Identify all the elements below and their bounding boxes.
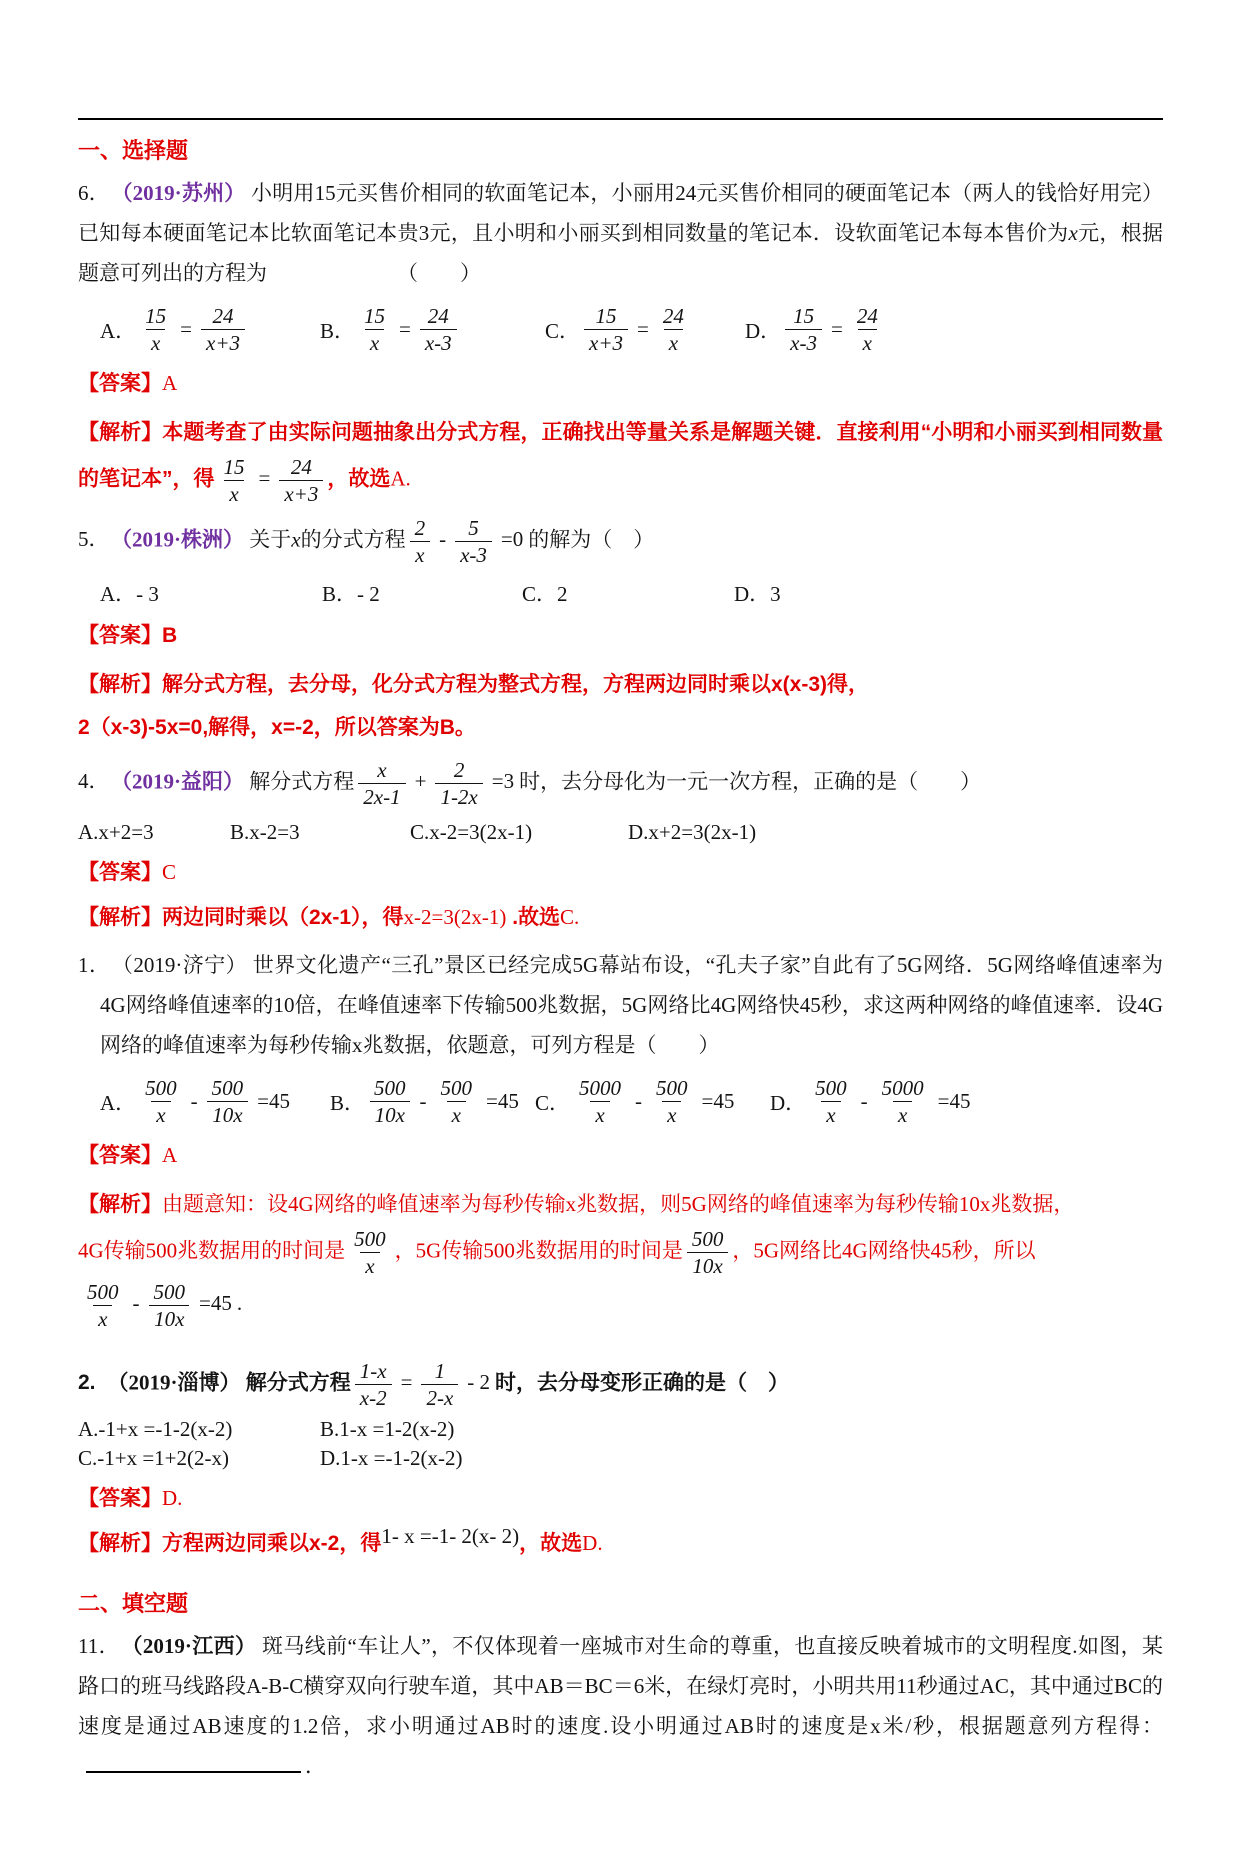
fraction xyxy=(574,1075,626,1128)
analysis-answer: D. xyxy=(582,1531,603,1555)
question-2-options-row1 xyxy=(78,1417,1163,1442)
question-number: 6． xyxy=(78,181,110,205)
question-text: ． xyxy=(305,1754,326,1778)
answer-paren: （ ） xyxy=(591,527,655,552)
analysis-text: ， xyxy=(327,467,349,491)
fraction-numerator: 500 xyxy=(153,1280,185,1304)
answer-paren: （ ） xyxy=(897,769,982,794)
equals-value: =45 xyxy=(937,1089,971,1113)
fraction-denominator: x xyxy=(93,1305,112,1332)
analysis-text: 故选 xyxy=(348,467,391,491)
analysis-text: ，故选 xyxy=(519,1532,583,1555)
fraction-numerator: 15 xyxy=(223,455,245,479)
fraction-denominator: x xyxy=(146,329,165,356)
answer-blank-line xyxy=(86,1768,301,1773)
analysis-text: ，5G网络比4G网络快45秒，所以 xyxy=(732,1238,1036,1263)
math-variable: x xyxy=(291,527,301,552)
fraction-numerator: 24 xyxy=(662,304,684,328)
question-source: （2019·江西） xyxy=(131,1634,257,1658)
question-text: 的解为 xyxy=(528,527,592,552)
minus-sign: - xyxy=(190,1089,198,1113)
fraction xyxy=(436,1075,478,1128)
fraction-numerator: 15 xyxy=(793,304,815,328)
option-label: B． xyxy=(330,1090,366,1115)
fraction-numerator: 24 xyxy=(212,304,234,328)
question-source: （2019·济宁） xyxy=(122,953,248,977)
option-b xyxy=(330,1075,535,1128)
question-number: 1． xyxy=(78,953,111,977)
answer-paren: （ ） xyxy=(635,1033,720,1057)
question-number: 5． xyxy=(78,527,110,552)
question-1 xyxy=(78,945,1163,1065)
fraction-numerator: 5000 xyxy=(579,1076,622,1100)
question-6 xyxy=(78,173,1163,293)
equals-sign: = xyxy=(637,317,649,341)
option-a: A.x+2=3 xyxy=(78,820,154,844)
fraction-denominator: x-2 xyxy=(355,1384,392,1411)
equals-sign: = xyxy=(258,466,271,491)
math-variable: x xyxy=(1068,221,1078,245)
equals-sign: = xyxy=(400,1370,413,1395)
fraction-numerator: 500 xyxy=(656,1076,688,1100)
question-number: 4． xyxy=(78,769,110,794)
analysis-text: ，5G传输500兆数据用的时间是 xyxy=(394,1238,683,1263)
period: . xyxy=(236,1291,243,1316)
fraction-numerator: 15 xyxy=(595,304,617,328)
fraction-numerator: 5000 xyxy=(881,1076,924,1100)
fraction-numerator: 24 xyxy=(290,455,312,479)
fraction xyxy=(852,303,883,356)
fraction xyxy=(410,515,431,568)
analysis-answer: A. xyxy=(390,466,411,491)
question-text: 时，去分母化为一元一次方程，正确的是 xyxy=(519,769,898,794)
fraction-numerator: 500 xyxy=(691,1227,724,1251)
fraction xyxy=(358,757,405,810)
question-1-answer xyxy=(78,1138,1163,1173)
fraction xyxy=(785,303,822,356)
analysis-label: 【解析】 xyxy=(78,1532,162,1555)
fraction-numerator: 500 xyxy=(87,1280,119,1304)
fraction xyxy=(810,1075,852,1128)
question-text: 时，去分母变形正确的是 xyxy=(495,1371,727,1395)
analysis-text: .故选 xyxy=(506,906,561,929)
minus-sign: - xyxy=(419,1089,427,1113)
equals-value: =45 xyxy=(486,1089,519,1113)
question-source: （2019·益阳） xyxy=(121,769,245,794)
answer-label: 【答案】 xyxy=(78,624,162,647)
option-d: D.x+2=3(2x-1) xyxy=(628,820,757,844)
fraction-denominator: 10x xyxy=(149,1305,189,1332)
fraction-numerator: 500 xyxy=(815,1076,847,1100)
fraction-numerator: x xyxy=(377,758,387,782)
fraction xyxy=(658,303,689,356)
equals-value: =45 xyxy=(701,1089,735,1113)
option-b: B.1-x =1-2(x-2) xyxy=(320,1417,455,1441)
fraction xyxy=(279,454,323,507)
analysis-text: 本题考查了由实际问题抽象出分式方程，正确找出等量关系是解题关键．直接利用“小明和小丽买到相同数量的笔记本”，得 xyxy=(78,421,1164,491)
inline-fraction xyxy=(345,1227,395,1278)
analysis-text: 4G传输500兆数据用的时间是 xyxy=(78,1238,346,1263)
fraction-denominator: 10x xyxy=(687,1252,727,1279)
fraction-numerator: 500 xyxy=(145,1076,177,1100)
inline-fraction xyxy=(683,1227,733,1278)
option-c xyxy=(535,1075,770,1128)
question-text: 关于 xyxy=(249,527,292,552)
answer-value: B xyxy=(162,624,178,647)
fraction-numerator: 15 xyxy=(145,304,167,328)
fraction xyxy=(149,1279,191,1332)
minus-sign: - xyxy=(439,527,447,552)
fraction-denominator: x xyxy=(662,1101,681,1128)
fraction xyxy=(877,1075,929,1128)
question-text: 世界文化遗产“三孔”景区已经完成5G幕站布设，“孔夫子家”自此有了5G网络．5G网络峰值速率为4G网络峰值速率的10倍，在峰值速率下传输500兆数据，5G网络比4G网络快45秒，求这两种网络的峰值速率．设4G网络的峰值速率为每秒传输x兆数据，依题意，可列方程是 xyxy=(100,953,1164,1057)
fraction-denominator: x xyxy=(365,329,384,356)
fraction-denominator: x-3 xyxy=(785,329,822,356)
minus-sign: - xyxy=(132,1291,140,1316)
fraction-numerator: 500 xyxy=(211,1076,244,1100)
fraction-denominator: x-3 xyxy=(455,541,492,568)
fraction-numerator: 500 xyxy=(354,1227,386,1251)
question-5-options xyxy=(78,578,1163,608)
option-d: D．3 xyxy=(734,582,781,606)
fraction-denominator: x xyxy=(447,1101,466,1128)
fraction xyxy=(219,454,250,507)
fraction-denominator: x-3 xyxy=(420,329,457,356)
fraction-denominator: x+3 xyxy=(584,329,628,356)
option-c: C．2 xyxy=(522,582,568,606)
answer-label: 【答案】 xyxy=(78,1487,162,1510)
question-1-options xyxy=(78,1075,1163,1128)
inline-equation xyxy=(215,455,328,506)
fraction-numerator: 500 xyxy=(374,1076,406,1100)
question-6-options xyxy=(78,303,1163,356)
fraction-denominator: x xyxy=(410,541,429,568)
question-text: 斑马线前“车让人”，不仅体现着一座城市对生命的尊重，也直接反映着城市的文明程度.如图，某路口的班马线路段A-B-C横穿双向行驶车道，其中AB＝BC＝6米，在绿灯亮时，小明共用11秒通过AC，其中通过BC的速度是通过AB速度的1.2倍，求小明通过AB时的速度.设小明通过AB时的速度是x米/秒，根据题意列方程得： xyxy=(78,1634,1163,1738)
fraction-numerator: 5 xyxy=(468,516,479,540)
option-b xyxy=(320,303,545,356)
analysis-text: 解分式方程，去分母，化分式方程为整式方程，方程两边同时乘以x(x-3)得， xyxy=(162,673,870,696)
analysis-math: 1- x =-1- 2(x- 2) xyxy=(381,1524,520,1548)
analysis-text: 2（x-3)-5x=0,解得，x=-2，所以答案为B。 xyxy=(78,716,476,739)
question-6-analysis xyxy=(78,411,1163,507)
fraction-numerator: 24 xyxy=(427,304,449,328)
minus-sign: - xyxy=(860,1089,868,1113)
question-5 xyxy=(78,515,1163,568)
answer-label: 【答案】 xyxy=(78,372,162,395)
fraction-numerator: 500 xyxy=(440,1076,473,1100)
section-title-choice: 一、选择题 xyxy=(78,138,189,163)
analysis-text: 方程两边同乘以x-2，得 xyxy=(162,1532,382,1555)
question-11 xyxy=(78,1626,1163,1786)
question-source: （2019·淄博） xyxy=(107,1370,241,1395)
option-label: C． xyxy=(545,318,581,343)
option-label: D． xyxy=(770,1090,807,1115)
question-text: 解分式方程 xyxy=(245,1371,351,1395)
fraction xyxy=(369,1075,411,1128)
analysis-answer: C. xyxy=(560,905,580,929)
option-b: B．- 2 xyxy=(322,582,380,606)
fraction-denominator: 1-2x xyxy=(435,783,482,810)
equals-sign: =3 xyxy=(491,769,515,794)
question-text: 的分式方程 xyxy=(300,527,406,552)
question-4-options xyxy=(78,820,1163,845)
fraction xyxy=(420,303,457,356)
equals-sign: = xyxy=(399,317,411,341)
equals-value: =45 xyxy=(199,1291,232,1316)
question-text: 元，根据题意可列出的方程为 xyxy=(78,221,1164,285)
option-d xyxy=(745,303,1163,356)
question-number: 2. xyxy=(78,1371,96,1395)
question-text: 解分式方程 xyxy=(249,769,355,794)
fraction xyxy=(359,303,390,356)
fraction xyxy=(140,303,171,356)
option-c: C.-1+x =1+2(2-x) xyxy=(78,1446,230,1470)
question-4-answer xyxy=(78,855,1163,890)
fraction-numerator: 2 xyxy=(414,516,426,540)
page-top-rule xyxy=(78,118,1163,120)
option-a xyxy=(100,303,320,356)
fraction-numerator: 15 xyxy=(364,304,386,328)
option-b: B.x-2=3 xyxy=(230,820,300,844)
question-number: 11． xyxy=(78,1634,120,1658)
fraction xyxy=(455,515,492,568)
fraction xyxy=(355,1358,392,1411)
answer-value: A xyxy=(162,371,178,395)
fraction xyxy=(82,1279,124,1332)
option-a xyxy=(100,1075,330,1128)
answer-value: A xyxy=(162,1143,178,1167)
option-c: C.x-2=3(2x-1) xyxy=(410,820,533,844)
fraction-numerator: 1 xyxy=(434,1359,446,1383)
inline-equation xyxy=(351,1359,495,1410)
fraction-denominator: x xyxy=(151,1101,170,1128)
fraction-denominator: 10x xyxy=(370,1101,410,1128)
fraction xyxy=(349,1226,391,1279)
analysis-math: x-2=3(2x-1) xyxy=(403,905,507,929)
fraction-denominator: x xyxy=(224,480,243,507)
question-5-answer xyxy=(78,618,1163,653)
fraction xyxy=(207,1075,249,1128)
question-2-answer xyxy=(78,1481,1163,1516)
option-label: B． xyxy=(320,318,356,343)
question-4 xyxy=(78,757,1163,810)
question-2-options-row2 xyxy=(78,1446,1163,1471)
option-label: C． xyxy=(535,1090,571,1115)
option-label: D． xyxy=(745,318,782,343)
option-d xyxy=(770,1075,1163,1128)
answer-value: C xyxy=(162,860,177,884)
fraction xyxy=(201,303,245,356)
fraction xyxy=(584,303,628,356)
fraction xyxy=(435,757,482,810)
fraction-denominator: x xyxy=(590,1101,609,1128)
fraction-denominator: x xyxy=(893,1101,912,1128)
inline-equation xyxy=(78,1280,243,1331)
question-source: （2019·株洲） xyxy=(121,527,245,552)
question-5-analysis xyxy=(78,663,1163,749)
fraction xyxy=(421,1358,458,1411)
question-1-analysis xyxy=(78,1183,1163,1332)
question-4-analysis xyxy=(78,900,1163,935)
analysis-text: 两边同时乘以（2x-1），得 xyxy=(162,906,404,929)
section-title-blank: 二、填空题 xyxy=(78,1591,189,1616)
fraction-denominator: 10x xyxy=(207,1101,247,1128)
question-source: （2019·苏州） xyxy=(121,181,246,205)
question-2 xyxy=(78,1358,1163,1411)
document-page xyxy=(0,118,1241,1822)
fraction xyxy=(140,1075,182,1128)
analysis-label: 【解析】 xyxy=(78,906,162,929)
option-a: A.-1+x =-1-2(x-2) xyxy=(78,1417,233,1441)
option-label: A． xyxy=(100,318,137,343)
fraction xyxy=(687,1226,729,1279)
equals-sign: =0 xyxy=(500,527,524,552)
fraction-denominator: x xyxy=(858,329,877,356)
option-d: D.1-x =-1-2(x-2) xyxy=(320,1446,463,1470)
equals-sign: = xyxy=(831,317,843,341)
fraction-denominator: x+3 xyxy=(201,329,245,356)
analysis-text: 由题意知：设4G网络的峰值速率为每秒传输x兆数据，则5G网络的峰值速率为每秒传输10x兆数据， xyxy=(162,1192,1075,1216)
option-c xyxy=(545,303,745,356)
analysis-label: 【解析】 xyxy=(78,673,162,696)
minus-sign: - xyxy=(635,1089,643,1113)
answer-value: D. xyxy=(162,1486,183,1510)
fraction-denominator: 2x-1 xyxy=(358,783,405,810)
answer-label: 【答案】 xyxy=(78,861,162,884)
equals-sign: = xyxy=(180,317,193,341)
question-2-analysis xyxy=(78,1526,1163,1561)
option-label: A． xyxy=(100,1090,137,1115)
question-text: 小明用15元买售价相同的软面笔记本，小丽用24元买售价相同的硬面笔记本（两人的钱恰好用完）已知每本硬面笔记本比软面笔记本贵3元，且小明和小丽买到相同数量的笔记本．设软面笔记本每本售价为 xyxy=(78,181,1163,245)
equals-value: =45 xyxy=(257,1089,291,1113)
fraction xyxy=(651,1075,693,1128)
analysis-label: 【解析】 xyxy=(78,1193,162,1216)
fraction-denominator: x xyxy=(664,329,683,356)
plus-sign: + xyxy=(414,769,427,794)
fraction-numerator: 2 xyxy=(453,758,465,782)
fraction-numerator: 1-x xyxy=(359,1359,387,1383)
answer-paren: （ ） xyxy=(726,1371,790,1395)
minus-term: - 2 xyxy=(467,1370,491,1395)
answer-paren: （ ） xyxy=(397,261,481,285)
fraction-numerator: 24 xyxy=(856,304,878,328)
option-a: A．- 3 xyxy=(100,582,159,606)
fraction-denominator: x xyxy=(821,1101,840,1128)
question-6-answer xyxy=(78,366,1163,401)
answer-label: 【答案】 xyxy=(78,1144,162,1167)
fraction-denominator: 2-x xyxy=(421,1384,458,1411)
fraction-denominator: x xyxy=(360,1252,379,1279)
fraction-denominator: x+3 xyxy=(279,480,323,507)
analysis-label: 【解析】 xyxy=(78,421,163,444)
